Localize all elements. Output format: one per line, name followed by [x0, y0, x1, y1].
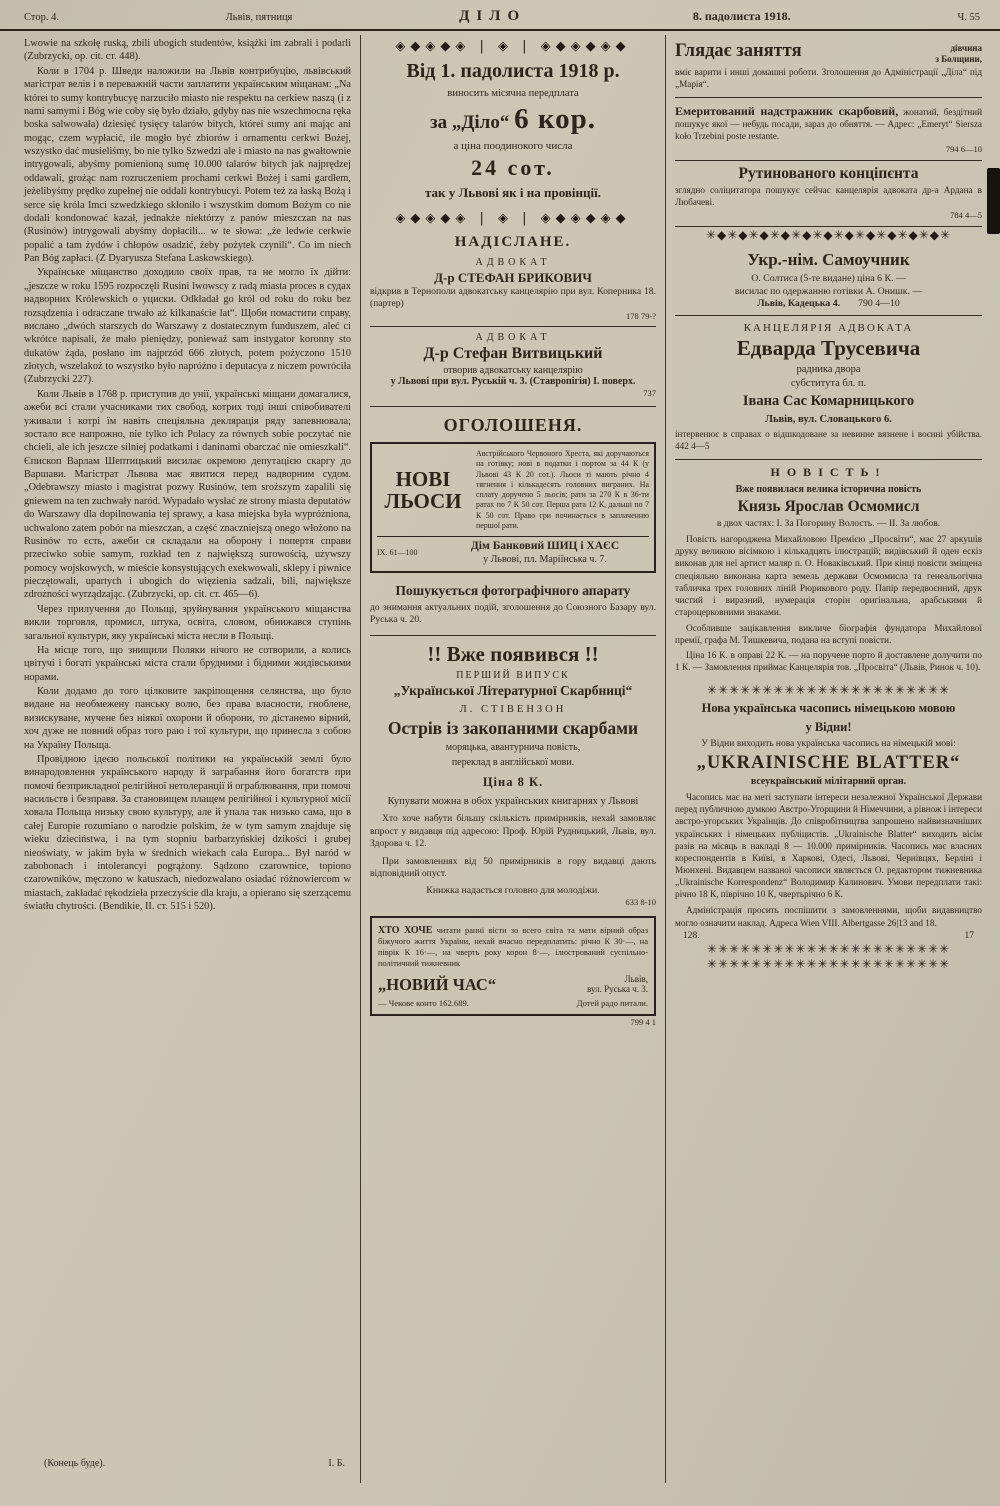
ad-ref: 737: [643, 387, 656, 398]
lottery-bottom: [377, 536, 649, 566]
book-desc-line: переклад в англійської мови.: [451, 756, 575, 768]
article-paragraph: Через прилучення до Польщі, зруйнування українського міщанства викли торговля, промисл, штука, освіта, словом, обнижався ступінь загальної культури, яку українські міста несли в Польщі.: [24, 603, 351, 642]
chancellery-body: [675, 429, 982, 453]
novy-chas-text: читати ранні вісти зо всего світа та мати вірний образ біжучого життя України, нехай вчасно передплатить: річно К 30·—, на піврік К 16·—, на чверть року корон 8·—, ілюстрований суспільно-політичний тижневник: [378, 925, 649, 968]
ad-ref: 633 8-10: [625, 896, 656, 907]
article-column: [24, 35, 360, 1483]
book-desc-line: моряцька, авантурнича повість,: [445, 741, 581, 753]
lottery-title: [377, 468, 469, 512]
koncipient-headline: Рутинованого конціпєнта: [738, 165, 919, 182]
ad-line: у Львові при вул. Руській ч. 3. (Ставропігія) І. поверх.: [390, 375, 636, 387]
blatter-paragraph: Часопись має на меті заступати інтереси незалежної Української Держави перед публичною думкою Австро-Угорщини й Німеччини, а рівнож і інтереси австро-угорських Українців. До співробітництва запрошено найвизначніших українських і німецьких публіцистів. „Ukrainische Blatter“ виходить вісім разів на місяць в накладі 8 — 10.000 примірників. Часопись має власних кореспондентів в Київі, в Харкові, Одесі, Львові, Чернівцях, Берліні і Мюнхені. Видавцем названої часописи являється О. редактором тижневника „Ukrainische Korrespondenz“ Володимир Калинович. Умови передплати такі: річно 18 К, піврічно 10 К, чвертьрічно 6 К.: [675, 792, 982, 900]
ad-ref: 794 6—10: [945, 144, 982, 154]
novy-chas-tail: Дотей радо питали.: [576, 998, 648, 1009]
blatter-tagline: всеукраїнський мілітарний орган.: [750, 776, 907, 788]
samouchnyk-address: Львів, Кадецька 4.: [757, 298, 841, 310]
job-seek-body: вміє варити і инші домашні роботи. Зголошення до Адміністрації „Діла“ під „Марія“.: [675, 66, 982, 89]
author-initials: І. Б.: [328, 1458, 345, 1469]
ad-photo-headline: Пошукується фотографічного апарату: [395, 582, 631, 598]
lottery-body: Австрійського Червоного Хреста, які доручаються на готівку; нові в податки і портом за 44 К (у Львові 43 К 20 сот.). Льоси ті мають річно 4 тягнення і кількадесять головних виграних. На сплату доручено 5 льосів; рати за 270 К в 36-ти ратах по 7 К 50 сот. Перша рата 12 К, дальші по 7 К 50 сот. Право гри починається в заплаченню першої рати.: [476, 448, 649, 530]
subscription-date-line: Від 1. падолиста 1918 р.: [406, 60, 620, 82]
advocate-name: Д-р Стефан Витвицький: [423, 344, 603, 362]
ad-ref: 784 4—5: [950, 209, 982, 220]
novy-chas-konto-row: [378, 998, 648, 1008]
book-where-to-buy: Купувати можна в обох українських книгарнях у Львові: [387, 795, 639, 807]
section-header-oholoshenya: ОГОЛОШЕНЯ.: [370, 406, 656, 436]
bank-house-name: [441, 540, 649, 566]
lottery-top: [377, 449, 649, 531]
title-line: радника двора: [796, 364, 861, 376]
ad-label: АДВОКАТ: [475, 257, 551, 268]
samouchnyk-headline: Укр.-нім. Самоучник: [747, 249, 910, 269]
subscription-price-prefix: за „Діло“: [429, 112, 510, 133]
bank-account: — Чекове конто 162.689.: [378, 998, 469, 1009]
novist-paragraph: Особливше зацікавлення викличе біографія фундатора Михайлової премії, графа М. Тишкевича, подана на вступі повісти.: [675, 623, 982, 646]
issue-number: Ч. 55: [957, 12, 980, 23]
ad-brykovych: [370, 257, 656, 321]
blatter-name: „UKRAINISCHE BLATTER“: [696, 753, 961, 774]
chancellery-label: КАНЦЕЛЯРІЯ АДВОКАТА: [743, 322, 914, 335]
ad-ref: IX. 61—100: [377, 548, 418, 558]
ad-job-seek: [675, 37, 982, 98]
diamond-ornament-icon: ◈◆◈◆◈ | ◈ | ◈◆◈◆◈◆: [395, 39, 631, 54]
ad-book: [370, 635, 656, 907]
advocate-name: Д-р СТЕФАН БРИКОВИЧ: [434, 270, 592, 285]
novy-chas-address: [587, 974, 648, 996]
novist-parts: в двох частях: І. За Погорину Волость. — ІІ. За любов.: [716, 518, 941, 530]
chancellery-text: інтервенює в справах о відшкодоване за невинне вязнене і воєнні убійства.: [675, 429, 982, 440]
samouchnyk-line: висилає по одержанню готівки А. Онишк. —: [734, 286, 923, 298]
lottery-title-line: ЛЬОСИ: [384, 489, 462, 514]
ad-novy-chas-box: [370, 916, 656, 1016]
job-seek-headline: Глядає заняття: [675, 41, 802, 61]
book-price: Ціна 8 К.: [482, 774, 544, 789]
ad-samouchnyk: [675, 243, 982, 316]
article-paragraph: Коли Львів в 1768 р. приступив до унії, українські міщани домагалися, ажеби всі стали учасниками тих свобод, котрих тоді інші співобивателі уживали і котрі їм навіть спеціяльна деклярація ряду запевнювала; зостало все напрожно, nie tylko ich Polacy za równych sobie poczytać nie chcieli, ale ich jeszcze silniej podatkami i daninami obarczać nie omieszkali“. Єпископ Варлам Шептицький висилає окремою депутацією скаргу до Варшави. Магістрат Львова має явитися перед надворним судом. „Odebrawszy miasto i magistrat pozwy Rusinów, tem sroższym zapalili się gniewem na ten zuchwały naród. Wypadało wysłać ze strony miasta deputatów do Warszawy dla dopilnowania tej sprawy, a kasa miejska była wypróżniona, uchwalono zatem pobór na mieszczan, a część znaczniejszą onego włożono na Rusinów то єсть, ажеби ся складали на оборону і попертя справи przeciwko sobie samym, rozkład ten z największą surowością, używszy pomocy wojskowych, w mieście konsystujących exekwowali, sklepy i piwnice pieczętowali, upartych i ubogich do więzienia sadzali, bili, największe zdrożności wyrządzając. (Zubrzycki, op. cit. ст. 465—6).: [24, 388, 351, 601]
subscription-price-value: 6 кор.: [514, 103, 597, 135]
chancellery-address: Львів, вул. Словацького 6.: [765, 414, 892, 426]
job-seek-side: [935, 41, 982, 65]
title-line: субститута бл. п.: [790, 378, 867, 390]
ads-column-right: [666, 35, 986, 1483]
ukrainische-blatter-section: [675, 683, 982, 971]
samouchnyk-line: О. Солтиса (5-те видане) ціна 6 К. —: [751, 272, 906, 284]
ad-body: відкрив в Тернополи адвокатську канцелярію при вул. Коперника 18. (партер): [370, 286, 656, 309]
ad-label: АДВОКАТ: [475, 331, 551, 343]
ad-ref: 790 4—10: [858, 298, 900, 310]
blatter-title-line: Нова українська часопись німецькою мовою: [701, 700, 956, 715]
diamond-ornament-icon: ◈◆◈◆◈ | ◈ | ◈◆◈◆◈◆: [395, 211, 631, 226]
book-discount-info: При замовленнях від 50 примірників в гору видавці дають відповідний опуст.: [370, 855, 656, 880]
masthead: [0, 0, 1000, 31]
page-number: Стор. 4.: [24, 12, 59, 23]
blatter-subline: У Відни виходить нова українська часопись на німецькій мові:: [701, 739, 956, 750]
book-series: „Української Літературної Скарбниці“: [393, 682, 633, 698]
scan-artifact: [987, 168, 1000, 234]
emeryt-body: [675, 104, 982, 144]
subscription-terms-line: виносить місячна передплата: [447, 88, 579, 99]
ad-emeryt: [675, 98, 982, 162]
blatter-title-line: у Відни!: [805, 719, 852, 734]
ad-ref: 178 79-?: [626, 310, 656, 321]
book-title: Острів із закопаними скарбами: [387, 717, 639, 738]
subscription-price-line: [370, 103, 656, 136]
book-author: Л. СТІВЕНЗОН: [459, 703, 567, 715]
divider-rule: [370, 326, 656, 327]
book-announcement: [675, 460, 982, 678]
address-line: Львів,: [624, 973, 648, 984]
article-paragraph: На місце того, що знищили Поляки нічого не сотворили, а колись цвітучі і богаті українські міста стали брудними і бідними жидівськими норами.: [24, 644, 351, 683]
side-line: з Болщини,: [935, 53, 982, 64]
masthead-place-day: Львів, пятниця: [225, 12, 293, 23]
emeryt-text: жонатий, бездітний пошукує якої — небудь посади, зараз до обняття. — Адрес: „Emeryt“ Siersza koło Trzebini poste restante.: [675, 106, 982, 142]
article-paragraph: Lwowie na szkołę ruską, zbili ubogich studentów, książki im zabrali i podarli (Zubrzycki, op. cit. ст. 448).: [24, 38, 351, 63]
novy-chas-lead: ХТО ХОЧЕ: [378, 924, 433, 936]
book-order-info: Хто хоче набути більшу скількість примірників, нехай замовляє впрост у видавця під адресою: Проф. Юрій Рудницький, Львів, вул. Здорова ч. 12.: [370, 813, 656, 850]
newspaper-title: ДІЛО: [459, 8, 527, 24]
single-copy-price: 24 сот.: [471, 155, 555, 180]
novist-intro: Вже появилася велика історична повість: [735, 484, 922, 496]
page-columns: [0, 31, 1000, 1483]
ad-ref: 128.: [683, 930, 700, 941]
ad-vytvytskyi: [370, 332, 656, 398]
ad-line: отворив адвокатську канцелярію: [443, 364, 583, 376]
job-seek-head-row: [675, 41, 982, 65]
article-paragraph: Коли додамо до того цілковите закріпощення селянства, що було видане на необмежену панську волю, без права власности, гноблене, визискуване, мучене без ніякої охорони й оборони, то дістанемо вірний, хоч дуже не повний образ того раю і тої культури, що принесла з собою на Україну Польща.: [24, 686, 351, 751]
ad-koncipient: [675, 161, 982, 227]
novy-chas-name-row: [378, 974, 648, 996]
novy-chas-name: „НОВИЙ ЧАС“: [378, 975, 497, 995]
article-paragraph: Коли в 1704 р. Шведи наложили на Львів контрибуцію, львівський магістрат велів і в переважній части заплатити українським міщанам: „Na którei to sumy kontrybucyę narzuciło miasto nie respektu na cerkiew naszą (i z nami samymi i Bóg wie coby się było działo, gdyby nas nie wszechmocna ręka boska salwowała) dziesięć tysięcy talarów bitych, którei sumy ani mając ani mogąc, czem wypłacić, ile mogło być zbiorów i ornamentu cerkwi Bożej, wszystko dać musieliśmy, bo nie tylko Szwedzi ale i miasto na nas gwałtownie intrygowali, abyśmy pomienioną sumę 10.000 talarów bitych jak najprędzej oddawali, grożąc nam rozruczeniem prochami cerkwi Bożej i sami gardłem, jeżelibyśmy prędko zupełnej nie oddali kontrybucyi. Potem też za łaską Bożą i serce się króla Imci szwedzkiego skłoniło i wszystkim domom Bożym co nie dodali kondonować kazał, jednakże niektórzy z panów mieszczan na nas (Rusinów) intrygowali abyśmy dopłacili... w te słowa: „że ledwie cerkwie popalić a tam żydów i chłopów osadzić, żeby pożytek czynili“. Co im niech Pan Bóg zapłaci. (Z Dyaryusza Stefana Laskowskiego).: [24, 65, 351, 264]
blatter-paragraph: Адміністрація просить поспішити з замовленнями, щоби видавництво могло означити наклад. Адреса Wien VIII. Albertgasse 26|13 and 18.: [675, 905, 982, 928]
article-end-row: [24, 1454, 351, 1477]
side-line: дівчина: [950, 43, 982, 53]
book-note: Книжка надається головно для молодіжи.: [426, 884, 600, 896]
star-row-ornament-icon: ✳✳✳✳✳✳✳✳✳✳✳✳✳✳✳✳✳✳✳✳✳✳: [706, 682, 951, 697]
advocate-name: Едварда Трусевича: [736, 336, 921, 361]
lottery-title-line: НОВІ: [395, 466, 451, 491]
star-band-ornament-icon: ✳◆✳◆✳◆✳◆✳◆✳◆✳◆✳◆✳◆✳◆✳◆✳: [705, 227, 952, 242]
novist-paragraph: Ціна 16 К. в оправі 22 К. — на поручене порто й доставлене долучити по 1 К. — Замовлення приймає Канцелярія тов. „Просвіта“ (Львів, Ринок ч. 10).: [675, 651, 982, 674]
star-row-ornament-icon: ✳✳✳✳✳✳✳✳✳✳✳✳✳✳✳✳✳✳✳✳✳✳: [706, 941, 951, 956]
ad-ref: 17: [964, 930, 974, 941]
address-line: вул. Руська ч. 3.: [587, 984, 648, 995]
bank-name: Дім Банковий ШИЦ і ХАЄС: [470, 540, 620, 553]
ad-photo-body: до знимання актуальних подій, зголошення до Союзного Базару вул. Руська ч. 20.: [370, 601, 656, 626]
to-be-continued-note: (Конець буде).: [44, 1458, 106, 1469]
bank-address: у Львові, пл. Маріїнська ч. 7.: [483, 553, 607, 565]
emeryt-lead: Емеритований надстражник скарбовий,: [675, 103, 899, 118]
book-subline: ПЕРШИЙ ВИПУСК: [456, 669, 570, 681]
section-header-nadislane: НАДІСЛАНЕ.: [454, 234, 572, 250]
article-paragraph: Провідною ідеєю польської політики на українській землі було винародовлення українського народу й заграбання його богатств при помочі безприкладної релігійної нетолеранції й ограблювання, при помочі насильств і безправя. За становищем плащем релігійної і культурної місії ховала Польща низьку свою культуру, але й упала так низько сама, що в całej Europie rozumiano o narodzie polskim, że w tym samym znajduje się wieku dzieciństwa, i na tym stopniu barbarzyńskiej dzikości i grubej nieoświaty, w jakim była w średnich wiekach cała Europa... Był naród w zabobonach i intolerancyi pogrążony. Sądzono czarownice, topiono czarowników, męczono w katuszach, niedozwalano osiadać różnowiercom w miastach, zakładać rękodzieła przeczyście dla kraju, a opierano się szerzącemu światłu chytrości. (Bendikie, II. ст. 515 і 520).: [24, 753, 351, 912]
ads-column-middle: [360, 35, 666, 1483]
blatter-refs: [675, 931, 982, 941]
book-headline: !! Вже появився !!: [427, 641, 599, 666]
ad-lottery-box: [370, 442, 656, 573]
subscription-notice: [370, 56, 656, 209]
novist-header: НОВІСТЬ!: [770, 465, 887, 480]
second-name: Івана Сас Комарницького: [742, 393, 915, 410]
novist-paragraph: Повість нагороджена Михайловою Премією „Просвіти“, має 27 аркушів друку великою вісімкою і кількадцять ілюстрацій; видівський й оден ескіз виконав для неї артист маляр п. О. Новаківський. При кінці повісти зміщена спеціяльно виконана карта земель держави Осмомисла та генеальогічна табличка трех головних ліній Рюрикового роду. Папір передвоєнний, друк чистий і виразний, нумерація сторін оригінальна, арабськими й староцерковними знаками.: [675, 534, 982, 619]
subscription-footer-line: так у Львові як і на провінції.: [425, 185, 601, 200]
novy-chas-body: [378, 924, 648, 970]
article-paragraph: Українське міщанство доходило своїх прав, та не могло їх дійти: „jeszcze w roku 1595 rozpoczęli Rusini lwowscy z radą miasta proces в судах надворних Królewskich о уциски. Odkładał go król od roku do roku bez rozsądzenia i odraczane trwało aż kilkanaście lat“. Щоби помастити справу, вислано „dwóch starszych do Warszawy z dostatecznym funduszem, aleć ci wkrótce napisali, że mało pieniędzy, ponieważ sam instygator koronny sto dukatów żąda, posłano im najprzód 666 złotych, potem pożyczono 1510 złotych, wszelakoż to wszystko było napróżno i deputacya z niczem powróciła (Zubrzycki 227).: [24, 267, 351, 386]
novist-book-title: Князь Ярослав Осмомисл: [737, 498, 920, 516]
samouchnyk-last-row: [675, 298, 982, 309]
ad-ref: 799 4 1: [630, 1017, 656, 1028]
star-row-ornament-icon: ✳✳✳✳✳✳✳✳✳✳✳✳✳✳✳✳✳✳✳✳✳✳: [706, 956, 951, 971]
ad-trusevych: [675, 316, 982, 460]
masthead-date: 8. падолиста 1918.: [692, 9, 791, 23]
ad-ref: 442 4—5: [675, 441, 710, 452]
single-copy-line: а ціна поодинокого числа: [453, 140, 573, 152]
koncipient-body: зглядно соліцитатора пошукує сейчас канцелярія адвоката др-а Ардана в Любачеві.: [675, 185, 982, 207]
